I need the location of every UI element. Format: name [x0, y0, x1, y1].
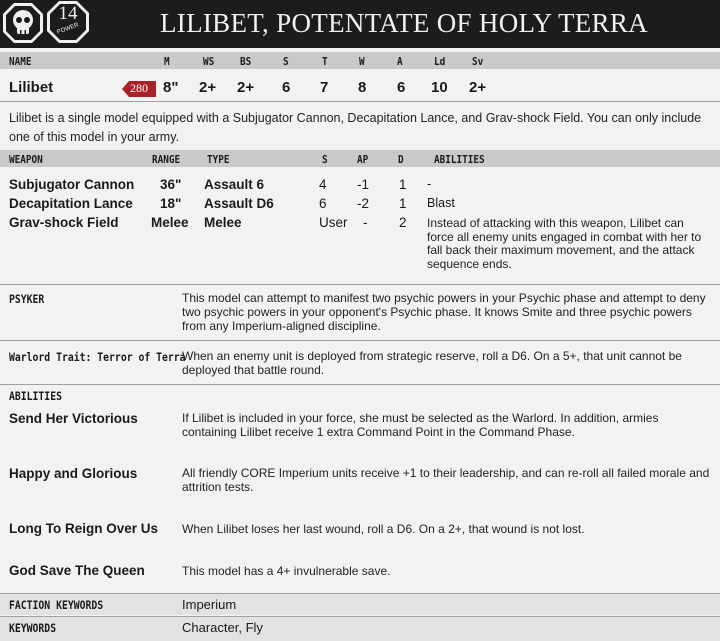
weapon-header-range: RANGE	[152, 153, 181, 166]
weapon-abilities: -	[427, 177, 432, 191]
weapon-header-abilities: ABILITIES	[434, 153, 485, 166]
ability-text: All friendly CORE Imperium units receive +1 to their leadership, and can re-roll all failed morale and attrition tests.	[182, 466, 710, 494]
psyker-text: This model can attempt to manifest two psychic powers in your Psychic phase and attempt to deny two psychic powers in your opponent's Psychic phase. It knows Smite and three psychic powers from any Imperium-aligned discipline.	[182, 291, 706, 333]
weapon-abilities: Instead of attacking with this weapon, Lilibet can force all enemy units engaged in combat with her to fall back their maximum movement, and the attack sequence ends.	[427, 216, 702, 271]
divider	[0, 284, 720, 285]
stat-a: 6	[397, 79, 406, 96]
ability-text: When Lilibet loses her last wound, roll a D6. On a 2+, that wound is not lost.	[182, 522, 585, 536]
weapon-range: 18"	[160, 196, 182, 211]
ability-name: Send Her Victorious	[9, 411, 138, 426]
keywords-value: Character, Fly	[182, 620, 263, 635]
stat-bs: 2+	[237, 79, 255, 96]
divider	[0, 593, 720, 594]
weapon-range: 36"	[160, 177, 182, 192]
stat-header-s: S	[283, 55, 289, 68]
divider	[0, 384, 720, 385]
weapon-s: User	[319, 215, 348, 230]
weapon-header-type: TYPE	[207, 153, 230, 166]
weapon-abilities: Blast	[427, 196, 455, 210]
stat-header-w: W	[359, 55, 365, 68]
weapon-name: Decapitation Lance	[9, 196, 133, 211]
weapon-type: Assault D6	[204, 196, 274, 211]
weapon-s: 6	[319, 196, 327, 211]
stat-ld: 10	[431, 79, 448, 96]
weapon-type: Melee	[204, 215, 242, 230]
weapon-type: Assault 6	[204, 177, 265, 192]
stat-w: 8	[358, 79, 367, 96]
stat-m: 8"	[163, 79, 179, 96]
stat-t: 7	[320, 79, 329, 96]
weapon-ap: -2	[357, 196, 370, 211]
stat-header-ws: WS	[203, 55, 215, 68]
weapon-d: 1	[399, 177, 407, 192]
ability-text: If Lilibet is included in your force, she must be selected as the Warlord. In addition, armies containing Lilibet receive 1 extra Command Point in the Command Phase.	[182, 411, 659, 439]
stat-header-a: A	[397, 55, 403, 68]
datasheet-header	[0, 0, 720, 48]
weapon-header-ap: AP	[357, 153, 369, 166]
warlord-text: When an enemy unit is deployed from strategic reserve, roll a D6. On a 5+, that unit cannot be deployed that battle round.	[182, 349, 682, 377]
weapon-s: 4	[319, 177, 327, 192]
ability-name: Long To Reign Over Us	[9, 521, 159, 536]
stat-ws: 2+	[199, 79, 217, 96]
power-value: 14	[58, 3, 78, 24]
stat-s: 6	[282, 79, 291, 96]
page-title: LILIBET, POTENTATE OF HOLY TERRA	[160, 8, 648, 38]
unit-description: Lilibet is a single model equipped with a Subjugator Cannon, Decapitation Lance, and Grav-shock Field. You can only include one of this model in your army.	[9, 111, 702, 144]
psyker-label: PSYKER	[9, 292, 45, 306]
faction-keywords-value: Imperium	[182, 597, 237, 612]
weapon-name: Grav-shock Field	[9, 215, 119, 230]
weapon-header-weapon: WEAPON	[9, 153, 43, 166]
unit-name: Lilibet	[9, 79, 54, 96]
stat-header-m: M	[164, 55, 170, 68]
divider	[0, 340, 720, 341]
weapon-ap: -	[363, 215, 368, 230]
stat-header-sv: Sv	[472, 55, 484, 68]
keywords-row	[0, 616, 720, 641]
faction-keywords-label: FACTION KEYWORDS	[9, 598, 104, 612]
weapon-name: Subjugator Cannon	[9, 177, 135, 192]
skull-icon	[2, 2, 44, 44]
keywords-label: KEYWORDS	[9, 621, 57, 635]
ability-name: Happy and Glorious	[9, 466, 138, 481]
stat-header-ld: Ld	[434, 55, 446, 68]
abilities-label: ABILITIES	[9, 389, 62, 403]
weapon-d: 2	[399, 215, 407, 230]
points-value: 280	[130, 81, 148, 95]
ability-name: God Save The Queen	[9, 563, 145, 578]
faction-keywords-row	[0, 593, 720, 615]
stat-header-bs: BS	[240, 55, 252, 68]
power-label: POWER	[56, 22, 80, 36]
stat-sv: 2+	[469, 79, 487, 96]
stat-header-name: NAME	[9, 55, 32, 68]
stat-header-t: T	[322, 55, 328, 68]
divider	[0, 101, 720, 102]
weapon-header-d: D	[398, 153, 404, 166]
ability-text: This model has a 4+ invulnerable save.	[182, 564, 391, 578]
weapon-range: Melee	[151, 215, 189, 230]
weapon-d: 1	[399, 196, 407, 211]
warlord-label: Warlord Trait: Terror of Terra	[9, 350, 186, 364]
weapon-header-s: S	[322, 153, 328, 166]
divider	[0, 616, 720, 617]
weapon-ap: -1	[357, 177, 370, 192]
